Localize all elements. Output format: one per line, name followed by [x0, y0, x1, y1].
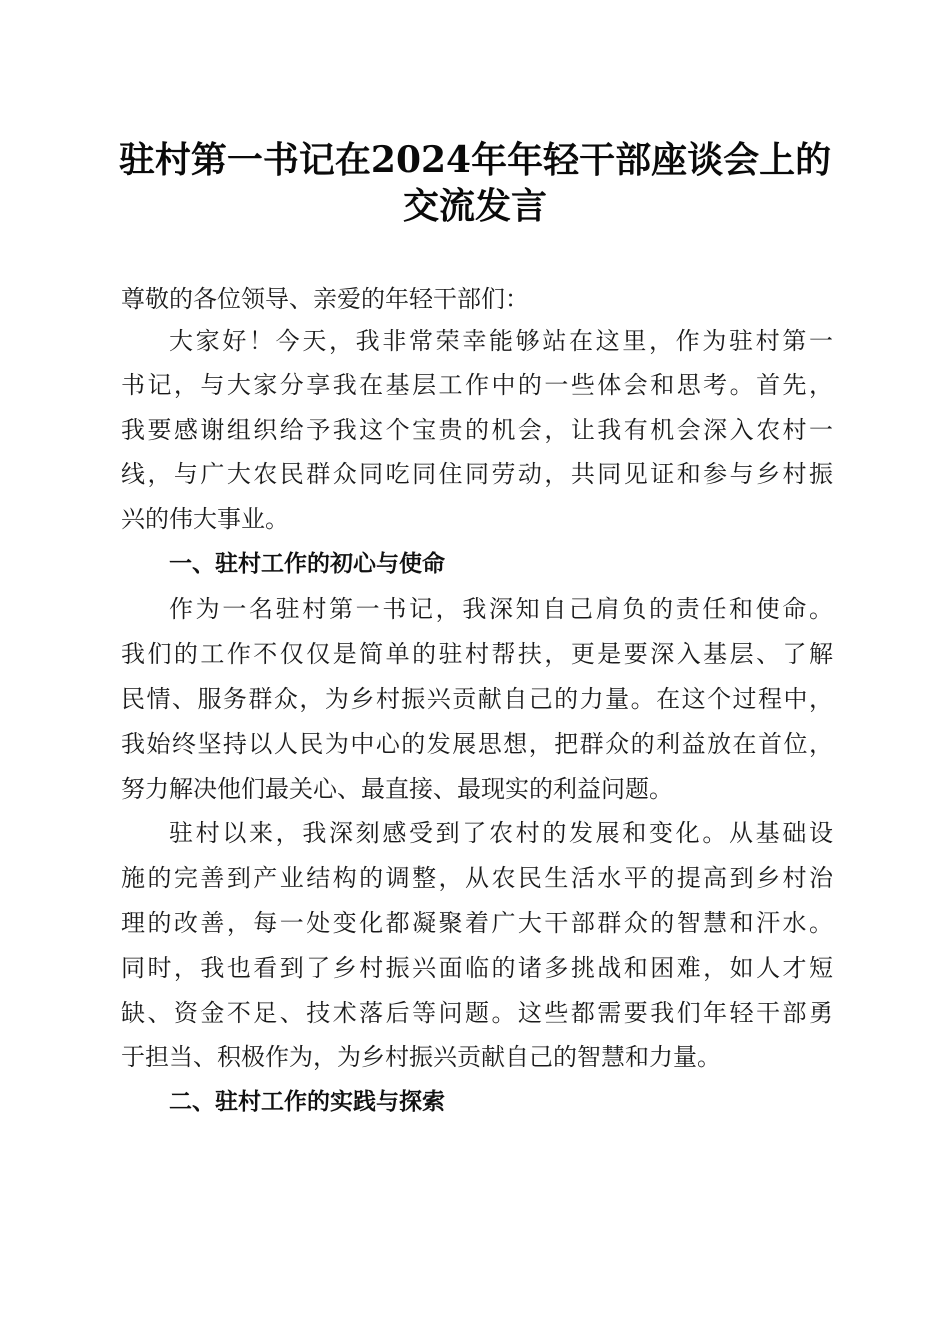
paragraph-3-line-6: 于担当、积极作为，为乡村振兴贡献自己的智慧和力量。 — [121, 1043, 721, 1071]
document-title-line-1: 驻村第一书记在2024年年轻干部座谈会上的 — [118, 139, 832, 181]
paragraph-3-line-4: 同时，我也看到了乡村振兴面临的诸多挑战和困难，如人才短 — [121, 954, 833, 982]
paragraph-1-line-4: 线，与广大农民群众同吃同住同劳动，共同见证和参与乡村振 — [121, 460, 833, 488]
paragraph-1-line-1: 大家好！今天，我非常荣幸能够站在这里，作为驻村第一 — [169, 327, 833, 355]
section-heading-1: 一、驻村工作的初心与使命 — [169, 551, 445, 577]
paragraph-2-line-5: 努力解决他们最关心、最直接、最现实的利益问题。 — [121, 775, 673, 803]
document-title-line-2: 交流发言 — [402, 185, 547, 227]
paragraph-3-line-2: 施的完善到产业结构的调整，从农民生活水平的提高到乡村治 — [121, 864, 833, 892]
paragraph-2-line-3: 民情、服务群众，为乡村振兴贡献自己的力量。在这个过程中， — [121, 685, 833, 713]
section-heading-2: 二、驻村工作的实践与探索 — [169, 1089, 445, 1115]
paragraph-3-line-1: 驻村以来，我深刻感受到了农村的发展和变化。从基础设 — [169, 819, 833, 847]
paragraph-3-line-5: 缺、资金不足、技术落后等问题。这些都需要我们年轻干部勇 — [121, 999, 833, 1027]
paragraph-3-line-3: 理的改善，每一处变化都凝聚着广大干部群众的智慧和汗水。 — [121, 909, 833, 937]
salutation: 尊敬的各位领导、亲爱的年轻干部们： — [121, 285, 529, 313]
paragraph-1-line-2: 书记，与大家分享我在基层工作中的一些体会和思考。首先， — [121, 371, 833, 399]
paragraph-2-line-1: 作为一名驻村第一书记，我深知自己肩负的责任和使命。 — [169, 595, 833, 623]
paragraph-1-line-5: 兴的伟大事业。 — [121, 505, 289, 533]
paragraph-2-line-2: 我们的工作不仅仅是简单的驻村帮扶，更是要深入基层、了解 — [121, 640, 833, 668]
paragraph-2-line-4: 我始终坚持以人民为中心的发展思想，把群众的利益放在首位， — [121, 730, 833, 758]
paragraph-1-line-3: 我要感谢组织给予我这个宝贵的机会，让我有机会深入农村一 — [121, 416, 833, 444]
